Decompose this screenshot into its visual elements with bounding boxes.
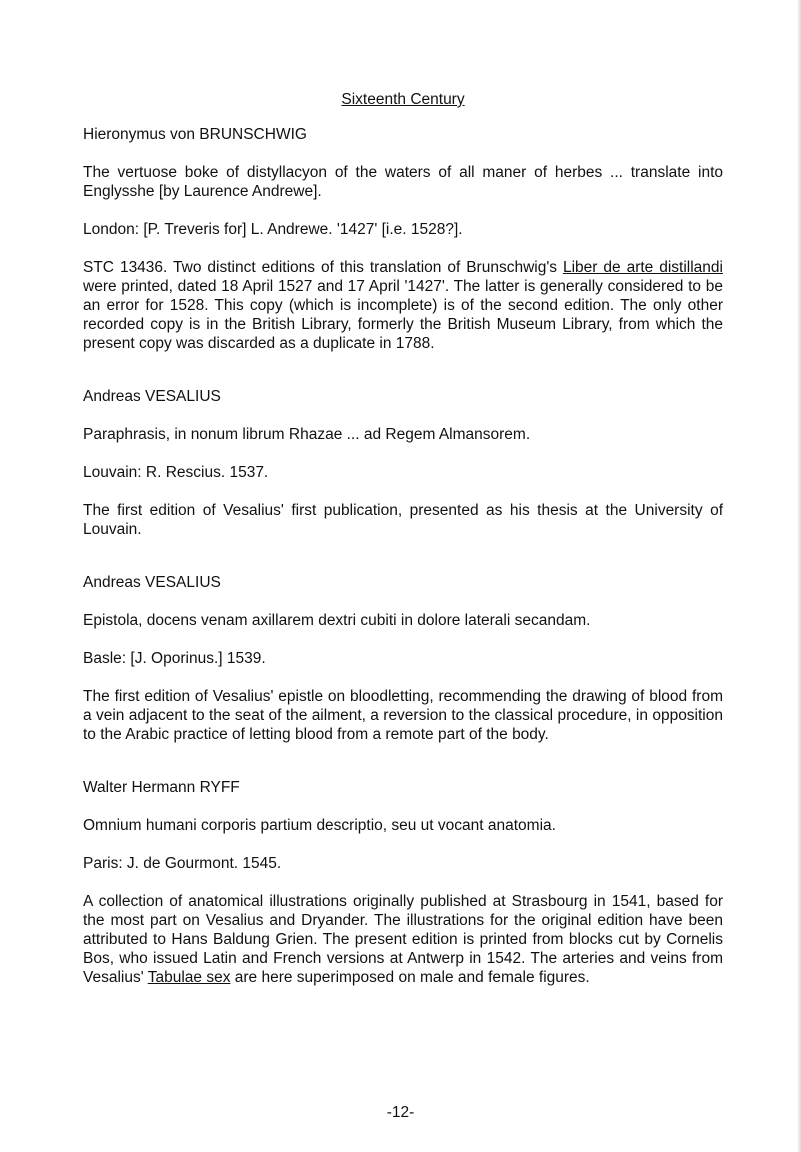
- entry-title: The vertuose boke of distyllacyon of the waters of all maner of herbes ... translate into Englysshe [by Laurence Andrewe].: [83, 164, 723, 200]
- entry-vesalius-epistola: [83, 573, 723, 744]
- entry-ryff: [83, 778, 723, 987]
- entry-note: The first edition of Vesalius' first publication, presented as his thesis at the University of Louvain.: [83, 502, 723, 538]
- entry-note-cited-title: Liber de arte distillandi: [562, 259, 723, 276]
- entry-author: Andreas VESALIUS: [83, 388, 221, 405]
- entry-note-text: A collection of anatomical illustrations originally published at Strasbourg in 1541, based for the most part on Vesalius and Dryander. The illustrations for the original edition have been attributed to Hans Baldung Grien. The present edition is printed from blocks cut by Cornelis Bos, who issued Latin and French versions at Antwerp in 1542. The arteries and veins from Vesalius': [83, 893, 723, 986]
- entry-note-text: were printed, dated 18 April 1527 and 17 April '1427'. The latter is generally considered to be an error for 1528. This copy (which is incomplete) is of the second edition. The only other recorded copy is in the British Library, formerly the British Museum Library, from which the present copy was discarded as a duplicate in 1788.: [83, 278, 723, 352]
- entry-imprint: London: [P. Treveris for] L. Andrewe. '1427' [i.e. 1528?].: [83, 221, 463, 238]
- entry-vesalius-paraphrasis: [83, 387, 723, 539]
- page-number: -12-: [386, 1104, 415, 1121]
- entry-note: The first edition of Vesalius' epistle on bloodletting, recommending the drawing of blood from a vein adjacent to the seat of the ailment, a reversion to the classical procedure, in opposition to the Arabic practice of letting blood from a remote part of the body.: [83, 688, 723, 743]
- section-title: Sixteenth Century: [341, 91, 465, 108]
- entry-note-cited-title: Tabulae sex: [147, 969, 231, 986]
- entry-title: Paraphrasis, in nonum librum Rhazae ... ad Regem Almansorem.: [83, 426, 531, 443]
- page-edge-shadow: [797, 0, 801, 1152]
- entry-author: Walter Hermann RYFF: [83, 779, 240, 796]
- entry-note-text: are here superimposed on male and female figures.: [230, 969, 590, 986]
- entry-imprint: Louvain: R. Rescius. 1537.: [83, 464, 269, 481]
- entry-brunschwig: [83, 125, 723, 353]
- entry-author: Andreas VESALIUS: [83, 574, 221, 591]
- entry-note-text: STC 13436. Two distinct editions of this translation of Brunschwig's: [83, 259, 563, 276]
- entry-imprint: Paris: J. de Gourmont. 1545.: [83, 855, 282, 872]
- entry-note: [83, 892, 723, 987]
- entry-author: Hieronymus von BRUNSCHWIG: [83, 126, 307, 143]
- document-page: [83, 90, 723, 1021]
- entry-title: Omnium humani corporis partium descriptio, seu ut vocant anatomia.: [83, 817, 556, 834]
- entry-note: [83, 258, 723, 353]
- entry-imprint: Basle: [J. Oporinus.] 1539.: [83, 650, 266, 667]
- entry-title: Epistola, docens venam axillarem dextri cubiti in dolore laterali secandam.: [83, 612, 591, 629]
